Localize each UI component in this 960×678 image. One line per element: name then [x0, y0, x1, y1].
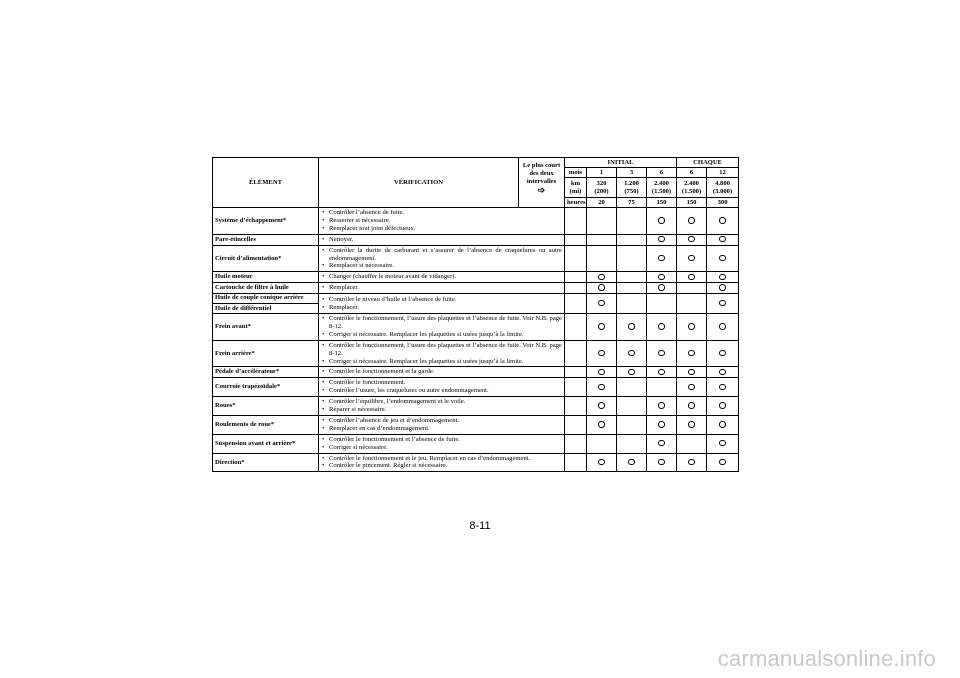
interval-cell [707, 294, 739, 314]
table-row [213, 294, 739, 314]
interval-cell [677, 415, 707, 434]
check-circle-icon [628, 459, 635, 466]
check-item: • Contrôler l’usure, les craquelures ou autre endommagement. [321, 387, 562, 395]
check-circle-icon [719, 300, 726, 307]
row-item-label-secondary: Huile de différentiel [213, 303, 318, 313]
interval-cell [647, 283, 677, 294]
row-item-label: Système d’échappement* [215, 216, 287, 224]
interval-cell [677, 272, 707, 283]
table-row [213, 234, 739, 245]
check-circle-icon [719, 255, 726, 262]
interval-cell [587, 208, 617, 235]
table-header [213, 158, 739, 208]
header-verification: VÉRIFICATION [319, 158, 519, 208]
row-blank-cell [565, 367, 587, 378]
check-circle-icon [658, 350, 665, 357]
interval-cell [707, 415, 739, 434]
check-circle-icon [658, 369, 665, 376]
check-item: • Contrôler le pincement. Régler si nécessaire. [321, 462, 562, 470]
interval-cell [707, 397, 739, 416]
row-checks [319, 234, 565, 245]
interval-cell [707, 283, 739, 294]
check-circle-icon [598, 284, 605, 291]
check-circle-icon [719, 421, 726, 428]
row-checks [319, 272, 565, 283]
interval-cell [707, 434, 739, 453]
check-item: • Contrôler le fonctionnement. [321, 379, 562, 387]
row-checks [319, 294, 565, 314]
row-blank-cell [565, 272, 587, 283]
check-circle-icon [658, 421, 665, 428]
table-row [213, 283, 739, 294]
check-circle-icon [628, 369, 635, 376]
interval-cell [677, 367, 707, 378]
header-initial: INITIAL [565, 158, 677, 168]
row-checks [319, 208, 565, 235]
hours-value: 300 [707, 198, 739, 208]
row-blank-cell [565, 294, 587, 314]
check-circle-icon [658, 402, 665, 409]
interval-cell [617, 313, 647, 340]
watermark: carmanualsonline.info [717, 646, 936, 671]
check-circle-icon [688, 274, 695, 281]
check-item: • Remplacer si nécessaire. [321, 262, 562, 270]
check-item: • Contrôler l’équilibre, l’endommagement et le voile. [321, 398, 562, 406]
row-blank-cell [565, 378, 587, 397]
check-circle-icon [598, 369, 605, 376]
table-row [213, 245, 739, 272]
interval-cell [707, 453, 739, 472]
table-row [213, 415, 739, 434]
hours-value: 150 [677, 198, 707, 208]
interval-cell [617, 340, 647, 367]
check-circle-icon [598, 274, 605, 281]
interval-cell [707, 340, 739, 367]
km-value: 2.400 (1.500) [677, 178, 707, 198]
interval-cell [707, 208, 739, 235]
interval-cell [647, 313, 677, 340]
interval-cell [587, 415, 617, 434]
row-checks [319, 415, 565, 434]
table-row [213, 378, 739, 397]
check-item: • Nettoyer. [321, 236, 562, 244]
check-circle-icon [688, 350, 695, 357]
row-checks [319, 378, 565, 397]
check-circle-icon [719, 236, 726, 243]
interval-cell [647, 415, 677, 434]
check-circle-icon [719, 217, 726, 224]
check-item: • Changer (chauffer le moteur avant de vidanger). [321, 273, 562, 281]
table-row [213, 434, 739, 453]
check-circle-icon [719, 440, 726, 447]
hours-value: 75 [617, 198, 647, 208]
interval-cell [587, 340, 617, 367]
interval-cell [647, 272, 677, 283]
shortest-interval-label: Le plus court des deux intervalles [522, 161, 561, 185]
row-item [213, 272, 319, 283]
check-circle-icon [658, 459, 665, 466]
check-item: • Contrôler le fonctionnement et le jeu. Remplacer en cas d’endommagement. [321, 455, 562, 463]
table-row [213, 272, 739, 283]
interval-cell [707, 245, 739, 272]
check-circle-icon [719, 274, 726, 281]
check-item: • Remplacer en cas d’endommagement. [321, 425, 562, 433]
interval-cell [677, 208, 707, 235]
check-circle-icon [598, 459, 605, 466]
row-blank-cell [565, 313, 587, 340]
interval-cell [677, 313, 707, 340]
row-item-label: Courroie trapézoïdale* [215, 383, 281, 391]
months-value: 6 [647, 168, 677, 178]
interval-cell [587, 283, 617, 294]
check-circle-icon [628, 350, 635, 357]
check-circle-icon [658, 323, 665, 330]
row-item [213, 397, 319, 416]
check-item: • Contrôler le fonctionnement et la garde. [321, 368, 562, 376]
row-checks [319, 283, 565, 294]
interval-cell [617, 415, 647, 434]
check-circle-icon [688, 255, 695, 262]
table-row [213, 453, 739, 472]
check-circle-icon [719, 402, 726, 409]
row-item-label: Direction* [215, 458, 245, 466]
maintenance-table-container [212, 157, 738, 472]
row-item [213, 378, 319, 397]
row-item [213, 245, 319, 272]
shortest-interval-blank [519, 198, 565, 208]
row-blank-cell [565, 453, 587, 472]
interval-cell [647, 453, 677, 472]
check-circle-icon [598, 323, 605, 330]
interval-cell [587, 272, 617, 283]
row-item-label: Frein avant* [215, 322, 251, 330]
check-circle-icon [628, 323, 635, 330]
check-circle-icon [598, 402, 605, 409]
check-item: • Remplacer tout joint défectueux. [321, 225, 562, 233]
check-circle-icon [719, 384, 726, 391]
table-row [213, 340, 739, 367]
interval-cell [677, 397, 707, 416]
row-checks [319, 367, 565, 378]
km-value: 2.400 (1.500) [647, 178, 677, 198]
km-value: 320 (200) [587, 178, 617, 198]
check-circle-icon [658, 440, 665, 447]
interval-cell [617, 234, 647, 245]
check-circle-icon [658, 217, 665, 224]
row-item [213, 415, 319, 434]
check-circle-icon [658, 236, 665, 243]
check-circle-icon [598, 384, 605, 391]
check-item: • Contrôler l’absence de fuite. [321, 209, 562, 217]
interval-cell [587, 367, 617, 378]
check-circle-icon [719, 350, 726, 357]
check-item: • Contrôler l’absence de jeu et d’endommagement. [321, 417, 562, 425]
interval-cell [677, 283, 707, 294]
interval-cell [647, 367, 677, 378]
unit-months: mois [565, 168, 587, 178]
interval-cell [587, 245, 617, 272]
months-value: 1 [587, 168, 617, 178]
interval-cell [587, 434, 617, 453]
interval-cell [647, 234, 677, 245]
row-blank-cell [565, 340, 587, 367]
months-value: 3 [617, 168, 647, 178]
row-item [213, 208, 319, 235]
row-checks [319, 397, 565, 416]
row-item-label: Frein arrière* [215, 349, 255, 357]
interval-cell [617, 208, 647, 235]
interval-cell [677, 234, 707, 245]
interval-cell [677, 245, 707, 272]
table-row [213, 313, 739, 340]
row-item [213, 313, 319, 340]
interval-cell [707, 234, 739, 245]
table-row [213, 367, 739, 378]
header-element: ÉLÉMENT [213, 158, 319, 208]
interval-cell [647, 397, 677, 416]
row-checks [319, 245, 565, 272]
row-item-label: Pédale d’accélérateur* [215, 368, 280, 376]
table-row [213, 208, 739, 235]
check-circle-icon [658, 255, 665, 262]
row-item [213, 234, 319, 245]
months-value: 6 [677, 168, 707, 178]
check-item: • Contrôler le fonctionnement et l’absence de fuite. [321, 436, 562, 444]
interval-cell [677, 453, 707, 472]
row-item [213, 434, 319, 453]
check-circle-icon [688, 384, 695, 391]
row-blank-cell [565, 283, 587, 294]
row-item-label: Huile de couple conique arrière [215, 294, 304, 302]
interval-cell [617, 245, 647, 272]
row-item-label: Circuit d’alimentation* [215, 254, 282, 262]
check-item: • Resserrer si nécessaire. [321, 217, 562, 225]
check-item: • Réparer si nécessaire. [321, 406, 562, 414]
row-item [213, 283, 319, 294]
arrow-right-icon: ➩ [537, 184, 546, 195]
check-circle-icon [719, 459, 726, 466]
interval-cell [617, 272, 647, 283]
interval-cell [617, 294, 647, 314]
table-row [213, 397, 739, 416]
interval-cell [677, 340, 707, 367]
row-item-label: Roulements de roue* [215, 420, 275, 428]
header-shortest-interval [519, 158, 565, 198]
row-blank-cell [565, 397, 587, 416]
interval-cell [707, 367, 739, 378]
interval-cell [617, 378, 647, 397]
check-circle-icon [688, 217, 695, 224]
check-item: • Corriger si nécessaire. Remplacer les plaquettes si usées jusqu’à la limite. [321, 358, 562, 366]
check-circle-icon [719, 284, 726, 291]
interval-cell [587, 294, 617, 314]
interval-cell [707, 313, 739, 340]
interval-cell [677, 294, 707, 314]
interval-cell [677, 434, 707, 453]
row-checks [319, 340, 565, 367]
row-blank-cell [565, 208, 587, 235]
check-circle-icon [688, 369, 695, 376]
km-value: 4.800 (3.000) [707, 178, 739, 198]
check-item: • Contrôler le fonctionnement, l’usure des plaquettes et l’absence de fuite. Voir N.B. page 8-12. [321, 315, 562, 331]
check-circle-icon [688, 402, 695, 409]
check-circle-icon [688, 323, 695, 330]
interval-cell [587, 313, 617, 340]
interval-cell [647, 294, 677, 314]
check-circle-icon [598, 421, 605, 428]
check-circle-icon [688, 459, 695, 466]
unit-hours: heures [565, 198, 587, 208]
row-item-label: Suspension avant et arrière* [215, 439, 296, 447]
hours-value: 20 [587, 198, 617, 208]
row-blank-cell [565, 415, 587, 434]
interval-cell [677, 378, 707, 397]
row-item [213, 294, 319, 314]
interval-cell [617, 434, 647, 453]
row-item-label: Huile moteur [215, 273, 253, 281]
interval-cell [647, 434, 677, 453]
interval-cell [587, 378, 617, 397]
check-item: • Contrôler le niveau d’huile et l’absence de fuite. [321, 296, 562, 304]
row-item [213, 340, 319, 367]
row-item [213, 453, 319, 472]
check-item: • Corriger si nécessaire. [321, 444, 562, 452]
check-circle-icon [719, 323, 726, 330]
row-item-label: Cartouche de filtre à huile [215, 284, 289, 292]
interval-cell [617, 397, 647, 416]
interval-cell [707, 272, 739, 283]
interval-cell [617, 283, 647, 294]
check-item: • Corriger si nécessaire. Remplacer les plaquettes si usées jusqu’à la limite. [321, 331, 562, 339]
row-item-label: Roues* [215, 402, 236, 410]
row-checks [319, 313, 565, 340]
interval-cell [587, 234, 617, 245]
row-blank-cell [565, 245, 587, 272]
interval-cell [647, 245, 677, 272]
header-every: CHAQUE [677, 158, 739, 168]
months-value: 12 [707, 168, 739, 178]
interval-cell [617, 367, 647, 378]
row-blank-cell [565, 234, 587, 245]
check-item: • Remplacer. [321, 304, 562, 312]
row-checks [319, 434, 565, 453]
row-checks [319, 453, 565, 472]
check-circle-icon [598, 300, 605, 307]
check-circle-icon [719, 369, 726, 376]
interval-cell [617, 453, 647, 472]
row-blank-cell [565, 434, 587, 453]
unit-km: km (mi) [565, 178, 587, 198]
row-item [213, 367, 319, 378]
page-number: 8-11 [469, 520, 491, 532]
check-circle-icon [658, 284, 665, 291]
interval-cell [647, 378, 677, 397]
km-value: 1.200 (750) [617, 178, 647, 198]
check-circle-icon [658, 274, 665, 281]
row-item-label: Pare-étincelles [215, 235, 256, 243]
check-item: • Contrôler la durite de carburant et s’assurer de l’absence de craquelures ou autre endommagement. [321, 247, 562, 263]
interval-cell [647, 340, 677, 367]
check-circle-icon [688, 236, 695, 243]
interval-cell [707, 378, 739, 397]
check-item: • Remplacer. [321, 284, 562, 292]
check-circle-icon [598, 350, 605, 357]
table-body [213, 208, 739, 472]
hours-value: 150 [647, 198, 677, 208]
check-circle-icon [688, 421, 695, 428]
check-item: • Contrôler le fonctionnement, l’usure des plaquettes et l’absence de fuite. Voir N.B. page 8-12. [321, 342, 562, 358]
interval-cell [587, 397, 617, 416]
interval-cell [587, 453, 617, 472]
interval-cell [647, 208, 677, 235]
maintenance-table [212, 157, 739, 472]
